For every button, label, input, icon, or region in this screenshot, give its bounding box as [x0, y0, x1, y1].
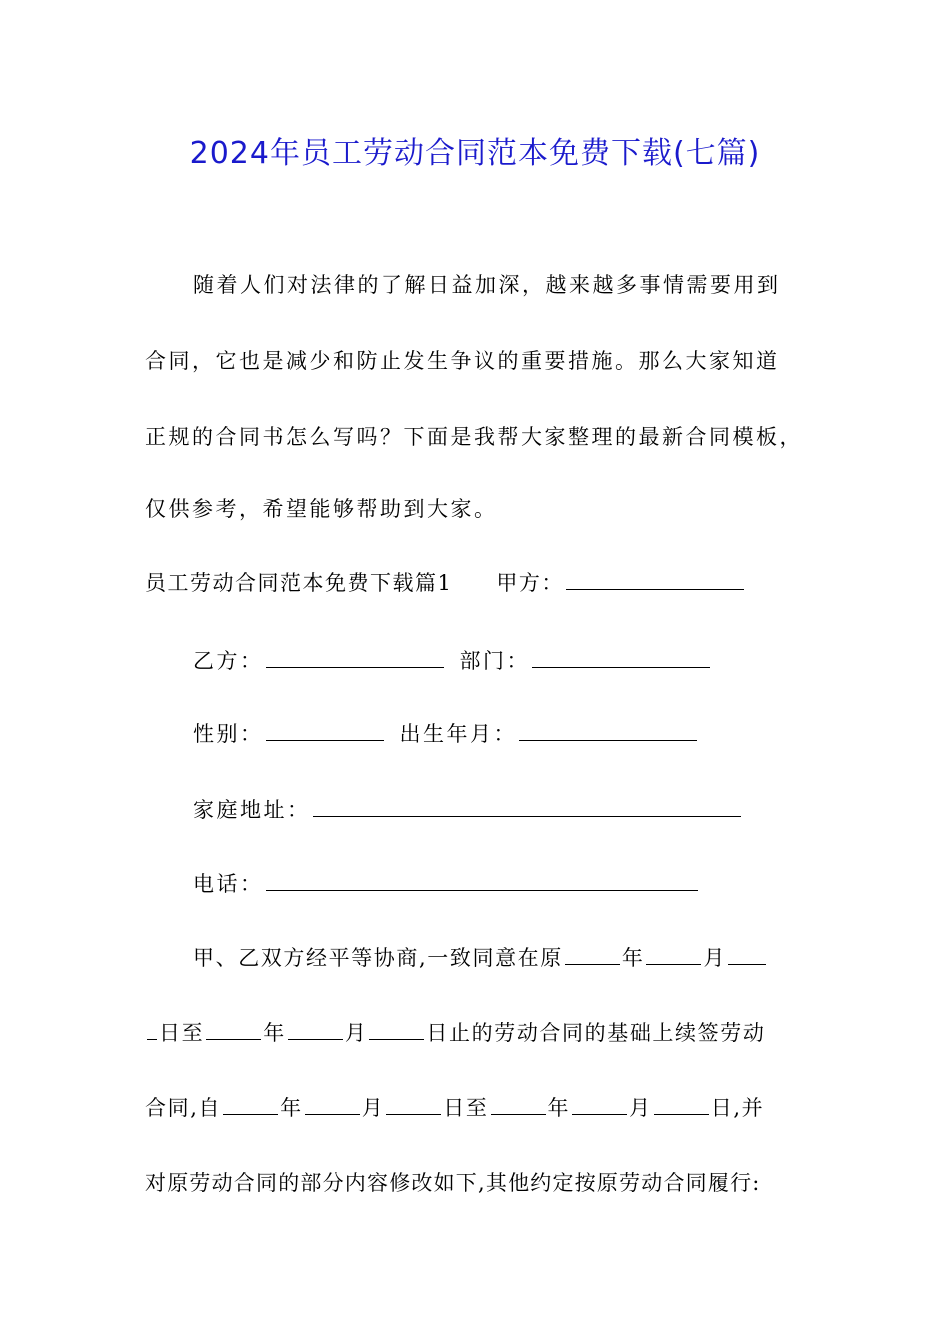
- month-blank: [572, 1094, 627, 1115]
- body-text: 甲、乙双方经平等协商,一致同意在原: [193, 946, 563, 970]
- day-blank: [386, 1094, 441, 1115]
- year-blank: [206, 1019, 261, 1040]
- department-label: 部门：: [459, 649, 530, 673]
- day-blank-cont: [147, 1019, 157, 1040]
- body-text: 日,并: [710, 1096, 765, 1120]
- year-label: 年: [280, 1096, 303, 1120]
- year-blank: [223, 1094, 278, 1115]
- intro-line-1: 随着人们对法律的了解日益加深，越来越多事情需要用到: [193, 273, 781, 297]
- intro-line-4: 仅供参考，希望能够帮助到大家。: [145, 497, 498, 521]
- body-text: 日至: [159, 1021, 205, 1045]
- month-label: 月: [361, 1096, 385, 1120]
- body-line-2: [145, 1018, 765, 1048]
- gender-row: [193, 719, 699, 749]
- body-text: 合同,自: [145, 1096, 222, 1120]
- address-row: [193, 795, 743, 825]
- section-heading-row: [145, 568, 746, 598]
- phone-row: [193, 869, 700, 899]
- phone-blank: [266, 870, 698, 891]
- section-heading: 员工劳动合同范本免费下载篇1: [145, 571, 453, 595]
- month-label: 月: [344, 1021, 368, 1045]
- intro-line-2: 合同，它也是减少和防止发生争议的重要措施。那么大家知道: [145, 349, 780, 373]
- party-b-label: 乙方：: [193, 649, 264, 673]
- birth-blank: [519, 720, 697, 741]
- body-line-1: [193, 943, 768, 973]
- party-b-blank: [266, 647, 444, 668]
- gender-blank: [266, 720, 384, 741]
- phone-label: 电话：: [193, 872, 264, 896]
- party-a-label: 甲方：: [496, 571, 564, 595]
- party-b-row: [193, 646, 712, 676]
- day-blank: [728, 944, 766, 965]
- day-blank: [654, 1094, 709, 1115]
- body-text: 日至: [443, 1096, 489, 1120]
- year-blank: [491, 1094, 546, 1115]
- month-blank: [288, 1019, 343, 1040]
- month-blank: [305, 1094, 360, 1115]
- gender-label: 性别：: [193, 722, 264, 746]
- month-label: 月: [703, 946, 727, 970]
- body-line-4: 对原劳动合同的部分内容修改如下,其他约定按原劳动合同履行:: [145, 1171, 761, 1195]
- party-a-blank: [566, 569, 744, 590]
- year-blank: [565, 944, 620, 965]
- day-blank: [369, 1019, 424, 1040]
- birth-label: 出生年月：: [399, 722, 517, 746]
- year-label: 年: [263, 1021, 286, 1045]
- body-text: 日止的劳动合同的基础上续签劳动: [426, 1021, 766, 1045]
- intro-line-3: 正规的合同书怎么写吗？下面是我帮大家整理的最新合同模板，: [145, 425, 803, 449]
- year-label: 年: [621, 946, 645, 970]
- month-label: 月: [629, 1096, 652, 1120]
- document-title: 2024年员工劳动合同范本免费下载(七篇): [189, 136, 761, 171]
- department-blank: [532, 647, 710, 668]
- year-label: 年: [547, 1096, 571, 1120]
- address-label: 家庭地址：: [193, 798, 311, 822]
- body-line-3: [145, 1093, 764, 1123]
- month-blank: [646, 944, 701, 965]
- address-blank: [313, 796, 741, 817]
